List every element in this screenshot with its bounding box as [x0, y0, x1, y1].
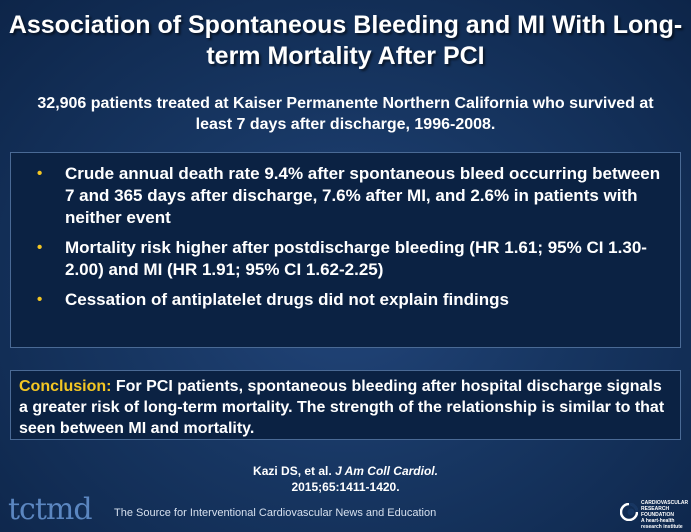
- footer: [0, 492, 691, 532]
- slide-title: Association of Spontaneous Bleeding and MI With Long-term Mortality After PCI: [8, 11, 683, 70]
- crf-logo-text: [641, 500, 689, 530]
- list-item: [37, 289, 662, 311]
- list-item-text: Cessation of antiplatelet drugs did not explain findings: [65, 290, 509, 309]
- bullet-icon: •: [37, 291, 43, 308]
- citation-journal: J Am Coll Cardiol.: [335, 464, 438, 478]
- conclusion-text: For PCI patients, spontaneous bleeding after hospital discharge signals a greater risk of long-term mortality. The strength of the relationship is similar to that seen between MI and mortality.: [19, 378, 665, 437]
- crf-logo-icon: [620, 503, 638, 521]
- bullet-icon: •: [37, 165, 43, 182]
- findings-list: [11, 153, 680, 311]
- conclusion-label: Conclusion:: [19, 378, 112, 395]
- bullet-icon: •: [37, 239, 43, 256]
- list-item-text: Mortality risk higher after postdischarge bleeding (HR 1.61; 95% CI 1.30-2.00) and MI (HR 1.91; 95% CI 1.62-2.25): [65, 238, 647, 279]
- tctmd-logo: tctmd: [8, 492, 92, 527]
- crf-logo: [620, 494, 689, 530]
- citation-details: 2015;65:1411-1420.: [291, 480, 400, 494]
- footer-tagline: The Source for Interventional Cardiovascular News and Education: [114, 507, 437, 519]
- list-item: [37, 163, 662, 229]
- slide-subtitle: 32,906 patients treated at Kaiser Permanente Northern California who survived at least 7 days after discharge, 1996-2008.: [37, 95, 654, 133]
- citation-authors: Kazi DS, et al.: [253, 464, 336, 478]
- crf-name: CARDIOVASCULAR RESEARCH FOUNDATION: [641, 500, 689, 518]
- list-item: [37, 237, 662, 281]
- citation: [0, 463, 691, 495]
- conclusion-box: [10, 370, 681, 440]
- crf-subtitle: A heart-health research institute: [641, 518, 683, 530]
- findings-box: [10, 152, 681, 348]
- list-item-text: Crude annual death rate 9.4% after spontaneous bleed occurring between 7 and 365 days after discharge, 7.6% after MI, and 2.6% in patients with neither event: [65, 164, 661, 227]
